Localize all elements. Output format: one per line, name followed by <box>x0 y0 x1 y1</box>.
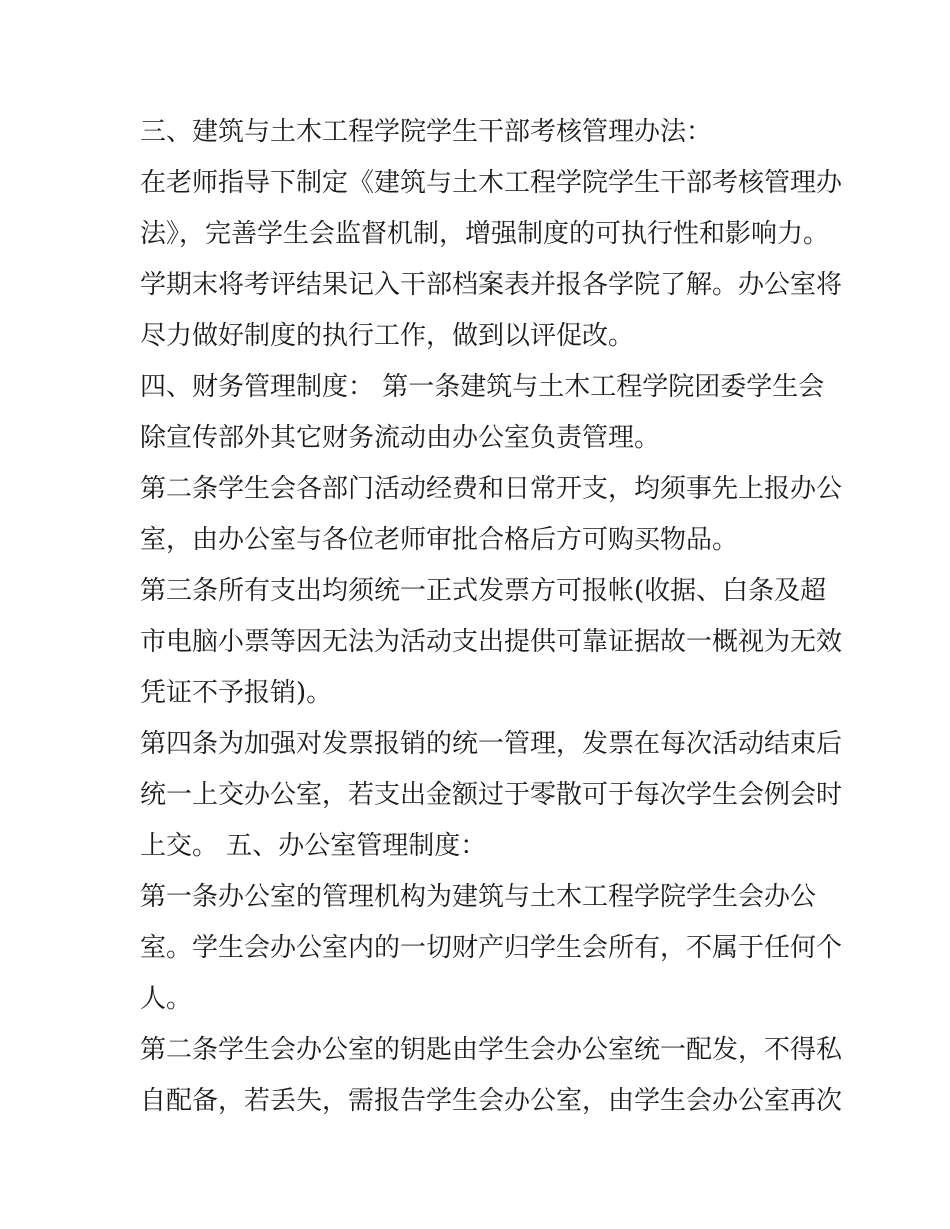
text-line: 第一条办公室的管理机构为建筑与土木工程学院学生会办公 <box>140 882 817 912</box>
section-heading-3: 三、建筑与土木工程学院学生干部考核管理办法： <box>140 117 713 147</box>
text-line: 第二条学生会办公室的钥匙由学生会办公室统一配发，不得私 <box>140 1035 843 1065</box>
text-line: 在老师指导下制定《建筑与土木工程学院学生干部考核管理办 <box>140 168 843 198</box>
text-line: 室，由办公室与各位老师审批合格后方可购买物品。 <box>140 525 739 555</box>
text-line: 第三条所有支出均须统一正式发票方可报帐(收据、白条及超 <box>140 576 827 606</box>
text-line: 人。 <box>140 984 193 1014</box>
text-line: 统一上交办公室，若支出金额过于零散可于每次学生会例会时 <box>140 780 843 810</box>
text-line: 尽力做好制度的执行工作，做到以评促改。 <box>140 321 635 351</box>
text-line: 学期末将考评结果记入干部档案表并报各学院了解。办公室将 <box>140 270 843 300</box>
text-line: 第二条学生会各部门活动经费和日常开支，均须事先上报办公 <box>140 474 843 504</box>
text-line: 室。学生会办公室内的一切财产归学生会所有，不属于任何个 <box>140 933 843 963</box>
text-line: 第四条为加强对发票报销的统一管理，发票在每次活动结束后 <box>140 729 843 759</box>
text-line: 市电脑小票等因无法为活动支出提供可靠证据故一概视为无效 <box>140 627 843 657</box>
text-line: 除宣传部外其它财务流动由办公室负责管理。 <box>140 423 661 453</box>
text-line: 凭证不予报销)。 <box>140 678 333 708</box>
text-line: 法》，完善学生会监督机制，增强制度的可执行性和影响力。 <box>140 219 830 249</box>
text-line: 自配备，若丢失，需报告学生会办公室，由学生会办公室再次 <box>140 1086 843 1116</box>
section-heading-5: 上交。 五、办公室管理制度： <box>140 831 487 861</box>
section-heading-4: 四、财务管理制度： 第一条建筑与土木工程学院团委学生会 <box>140 372 825 402</box>
document-body <box>140 107 843 1127</box>
